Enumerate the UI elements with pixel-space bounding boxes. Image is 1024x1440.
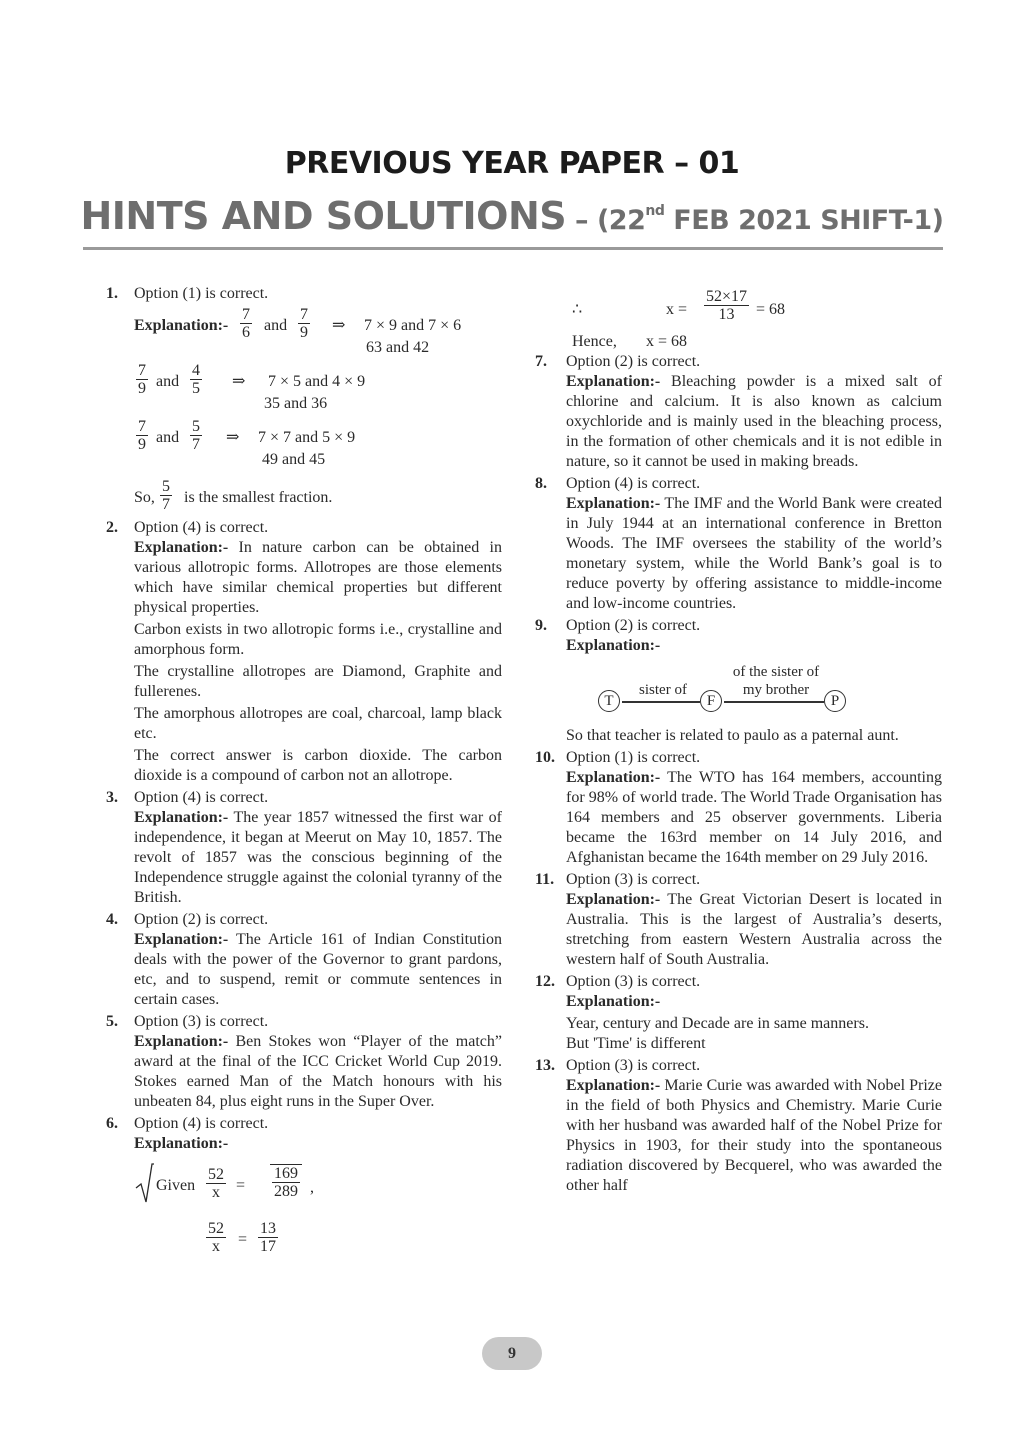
and-word: and xyxy=(264,317,288,334)
explanation-label: Explanation:- xyxy=(134,1135,229,1152)
option-text: Option (4) is correct. xyxy=(134,789,269,806)
page-number: 9 xyxy=(482,1337,542,1370)
explanation-paragraph: Carbon exists in two allotropic forms i.e., crystalline and amorphous form. xyxy=(134,621,502,658)
header-divider xyxy=(83,247,943,250)
therefore-sign: ∴ xyxy=(572,301,583,318)
explanation xyxy=(566,494,942,614)
math-row-3 xyxy=(106,418,502,474)
question-1 xyxy=(106,284,502,518)
question-number: 12. xyxy=(535,973,555,990)
fraction: $\frac{52}{x}$ xyxy=(208,1166,224,1201)
explanation xyxy=(134,1032,502,1112)
subtitle-open: (22 xyxy=(596,205,646,236)
edge-label: sister of xyxy=(639,682,687,698)
question-number: 10. xyxy=(535,749,555,766)
implies-arrow: ⇒ xyxy=(232,373,246,390)
explanation-label: Explanation:- xyxy=(134,931,229,948)
conclusion-text: is the smallest fraction. xyxy=(184,489,333,506)
question-number: 4. xyxy=(106,911,118,928)
result-line-2: 49 and 45 xyxy=(262,451,326,468)
option-text: Option (3) is correct. xyxy=(566,973,701,990)
equals-sign: = xyxy=(236,1177,246,1194)
question-7 xyxy=(535,352,942,472)
math-row-2 xyxy=(106,362,502,418)
math-row-conclusion xyxy=(134,474,502,518)
fraction: $\frac{7}{9}$ xyxy=(138,362,146,397)
math-given-row xyxy=(134,1162,502,1220)
explanation-label: Explanation:- xyxy=(566,1077,661,1094)
explanation-paragraph: The amorphous allotropes are coal, charcoal, lamp black etc. xyxy=(134,705,502,742)
question-13 xyxy=(535,1056,942,1196)
result-line-1: 7 × 5 and 4 × 9 xyxy=(268,373,366,390)
question-number: 1. xyxy=(106,285,118,302)
question-number: 8. xyxy=(535,475,547,492)
question-number: 2. xyxy=(106,519,118,536)
math-ratio-row xyxy=(134,1220,502,1266)
conclusion-text: So that teacher is related to paulo as a paternal aunt. xyxy=(566,727,899,744)
so-word: So, xyxy=(134,489,155,506)
given-word: Given xyxy=(156,1177,196,1194)
explanation-text: The year 1857 witnessed the first war of independence, it began at Meerut on May 10, 1857. The revolt of 1857 was the conscious beginning of the Independence struggle against the colonial tyranny of the British. xyxy=(134,809,502,906)
question-number: 3. xyxy=(106,789,118,806)
explanation-text: Ben Stokes won “Player of the match” award at the final of the ICC Cricket World Cup 2019. Stokes earned Man of the Match honours with his unbeaten 84, plus eight runs in the Super Over. xyxy=(134,1033,502,1110)
explanation-label: Explanation:- xyxy=(566,373,661,390)
and-word: and xyxy=(156,373,180,390)
explanation-text: Bleaching powder is a mixed salt of chlorine and calcium. It is also known as calcium oxychloride and is mainly used in the bleaching process, in the formation of other chemicals and it is not edible in nature, so it cannot be used in making breads. xyxy=(566,373,942,470)
fraction: $\frac{5}{7}$ xyxy=(162,478,170,513)
implies-arrow: ⇒ xyxy=(226,429,240,446)
option-text: Option (3) is correct. xyxy=(134,1013,269,1030)
x-equals: x = xyxy=(666,301,688,318)
fraction: $\frac{13}{17}$ xyxy=(260,1220,276,1255)
question-10 xyxy=(535,748,942,868)
node-f: F xyxy=(700,690,722,712)
explanation-text: The Article 161 of Indian Constitution deals with the power of the Governor to grant pardons, etc, and to suspend, remit or commute sentences in certain cases. xyxy=(134,931,502,1008)
option-text: Option (1) is correct. xyxy=(134,285,269,302)
subtitle-dash: – xyxy=(566,205,597,236)
explanation xyxy=(566,372,942,472)
explanation-text: The WTO has 164 members, accounting for 98% of world trade. The World Trade Organisation has 164 members and 25 observer governments. Liberia became the 163rd member on 14 July 2016, and Afghanistan became the 164th member on 29 July 2016. xyxy=(566,769,942,866)
subtitle-main: HINTS AND SOLUTIONS xyxy=(80,194,567,238)
implies-arrow: ⇒ xyxy=(332,317,346,334)
explanation-label: Explanation:- xyxy=(134,809,229,826)
question-12 xyxy=(535,972,942,1054)
result-line-1: 7 × 9 and 7 × 6 xyxy=(364,317,462,334)
node-t: T xyxy=(598,690,620,712)
edge-line xyxy=(724,701,824,703)
fraction: $\frac{52\times 17}{13}$ xyxy=(706,288,748,323)
explanation-line: But 'Time' is different xyxy=(566,1035,706,1052)
question-9 xyxy=(535,616,942,746)
left-column xyxy=(106,284,502,1266)
explanation xyxy=(566,1076,942,1196)
relation-diagram xyxy=(566,656,942,718)
explanation xyxy=(134,808,502,908)
explanation xyxy=(134,930,502,1010)
fraction: $\frac{169}{289}$ xyxy=(270,1164,302,1200)
option-text: Option (3) is correct. xyxy=(566,1057,701,1074)
hence-word: Hence, xyxy=(572,333,617,350)
explanation-label: Explanation:- xyxy=(566,993,661,1010)
q6-continued-calc xyxy=(538,288,942,330)
explanation-label: Explanation:- xyxy=(134,1033,229,1050)
option-text: Option (2) is correct. xyxy=(134,911,269,928)
hence-result: x = 68 xyxy=(646,333,688,350)
comma: , xyxy=(310,1179,314,1196)
explanation xyxy=(566,890,942,970)
fraction: $\frac{5}{7}$ xyxy=(192,418,200,453)
fraction: $\frac{52}{x}$ xyxy=(208,1220,224,1255)
page-title: PREVIOUS YEAR PAPER – 01 xyxy=(284,146,740,181)
fraction: $\frac{7}{9}$ xyxy=(138,418,146,453)
explanation xyxy=(134,538,502,618)
fraction: $\frac{4}{5}$ xyxy=(192,362,200,397)
question-number: 9. xyxy=(535,617,547,634)
explanation xyxy=(566,768,942,868)
edge-label-line-2: my brother xyxy=(742,682,810,698)
explanation-label: Explanation:- xyxy=(566,891,661,908)
option-text: Option (4) is correct. xyxy=(566,475,701,492)
question-3 xyxy=(106,788,502,908)
and-word: and xyxy=(156,429,180,446)
explanation-text: The IMF and the World Bank were created in July 1944 at an international conference in Bretton Woods. The IMF oversees the stability of the world’s monetary system, while the World Bank’s goal is to reduce poverty by offering assistance to middle-income and low-income countries. xyxy=(566,495,942,612)
result: = 68 xyxy=(756,301,786,318)
sqrt-sign xyxy=(134,1162,154,1206)
question-number: 11. xyxy=(535,871,555,888)
math-row-1 xyxy=(134,304,502,356)
q6-hence-row xyxy=(538,330,942,352)
question-number: 13. xyxy=(535,1057,555,1074)
option-text: Option (4) is correct. xyxy=(134,1115,269,1132)
explanation-text: Marie Curie was awarded with Nobel Prize in the field of both Physics and Chemistry. Marie Curie with her husband was awarded half of the Nobel Prize for Physics in 1903, for their study into the spontaneous radiation discovered by Becquerel, who was awarded the other half xyxy=(566,1077,942,1194)
option-text: Option (4) is correct. xyxy=(134,519,269,536)
question-5 xyxy=(106,1012,502,1112)
explanation-label: Explanation:- xyxy=(566,495,661,512)
page-subtitle xyxy=(0,194,1024,238)
edge-label-line-1: of the sister of xyxy=(732,664,820,680)
explanation-label: Explanation:- xyxy=(566,637,661,654)
explanation-line: Year, century and Decade are in same manners. xyxy=(566,1015,869,1032)
fraction: $\frac{7}{9}$ xyxy=(300,306,308,341)
fraction: $\frac{7}{6}$ xyxy=(242,306,250,341)
explanation-text: The Great Victorian Desert is located in Australia. This is the largest of Australia’s deserts, stretching from eastern Western Australia across the western half of South Australia. xyxy=(566,891,942,968)
node-p: P xyxy=(824,690,846,712)
result-line-2: 35 and 36 xyxy=(264,395,328,412)
explanation-label: Explanation:- xyxy=(134,317,229,334)
equals-sign: = xyxy=(238,1231,248,1248)
explanation-label: Explanation:- xyxy=(134,539,229,556)
question-8 xyxy=(535,474,942,614)
edge-line xyxy=(622,701,700,703)
explanation-paragraph: The crystalline allotropes are Diamond, Graphite and fullerenes. xyxy=(134,663,502,700)
option-text: Option (1) is correct. xyxy=(566,749,701,766)
option-text: Option (3) is correct. xyxy=(566,871,701,888)
question-number: 6. xyxy=(106,1115,118,1132)
explanation-text: In nature carbon can be obtained in various allotropic forms. Allotropes are those elements which have similar chemical properties but different physical properties. xyxy=(134,539,502,616)
explanation-paragraph: The correct answer is carbon dioxide. The carbon dioxide is a compound of carbon not an allotrope. xyxy=(134,747,502,784)
option-text: Option (2) is correct. xyxy=(566,353,701,370)
question-number: 7. xyxy=(535,353,547,370)
explanation-label: Explanation:- xyxy=(566,769,661,786)
question-number: 5. xyxy=(106,1013,118,1030)
question-6 xyxy=(106,1114,502,1266)
subtitle-sup: nd xyxy=(645,203,665,219)
subtitle-rest: FEB 2021 SHIFT-1) xyxy=(664,205,944,236)
question-11 xyxy=(535,870,942,970)
option-text: Option (2) is correct. xyxy=(566,617,701,634)
right-column xyxy=(535,288,942,1196)
result-line-1: 7 × 7 and 5 × 9 xyxy=(258,429,356,446)
result-line-2: 63 and 42 xyxy=(366,339,430,356)
question-4 xyxy=(106,910,502,1010)
question-2 xyxy=(106,518,502,786)
